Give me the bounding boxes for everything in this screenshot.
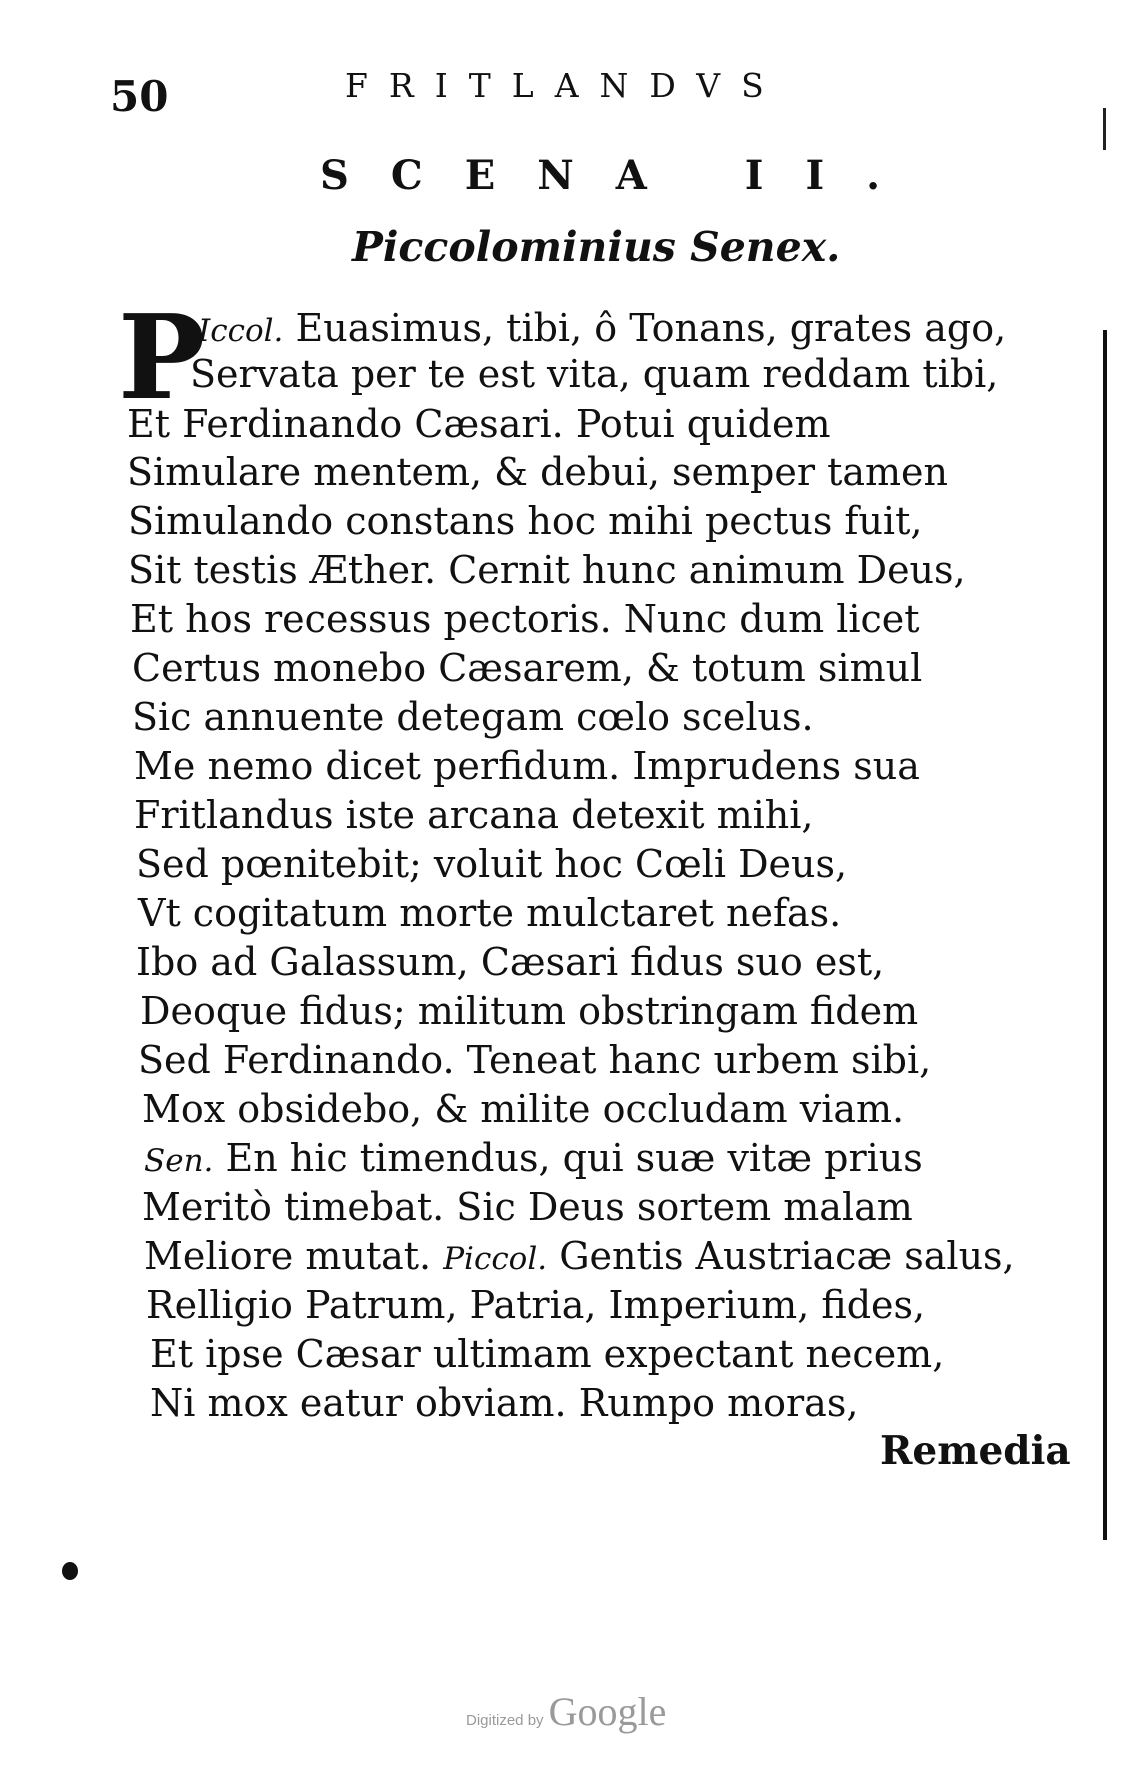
page-number: 50 (110, 72, 169, 121)
ink-dot (62, 1562, 78, 1580)
drop-cap: P (118, 290, 206, 426)
verse-line: Deoque fidus; militum obstringam fidem (140, 989, 919, 1033)
verse-line: Meritò timebat. Sic Deus sortem malam (142, 1185, 913, 1229)
verse-line: Sic annuente detegam cœlo scelus. (132, 695, 814, 739)
verse-line: Et ipse Cæsar ultimam expectant necem, (150, 1332, 945, 1376)
margin-rule (1103, 330, 1107, 1540)
speakers-heading: Piccolominius Senex. (352, 223, 841, 271)
speaker-label: Sen. (144, 1143, 214, 1179)
verse-line: Relligio Patrum, Patria, Imperium, fides, (146, 1283, 926, 1327)
verse-line: Mox obsidebo, & milite occludam viam. (142, 1087, 905, 1131)
verse-line: Iccol. Euasimus, tibi, ô Tonans, grates ago, (198, 306, 1007, 350)
watermark-small: Digitized by (466, 1712, 544, 1729)
verse-line: Me nemo dicet perfidum. Imprudens sua (134, 744, 920, 788)
verse-line: Simulando constans hoc mihi pectus fuit, (128, 499, 923, 543)
speaker-label: Iccol. (198, 313, 284, 349)
verse-line: Servata per te est vita, quam reddam tibi, (190, 352, 999, 396)
catchword: Remedia (880, 1428, 1071, 1474)
verse-line: Meliore mutat. Piccol. Gentis Austriacæ salus, (144, 1234, 1015, 1278)
verse-line: Sed pœnitebit; voluit hoc Cœli Deus, (136, 842, 848, 886)
verse-line: Et Ferdinando Cæsari. Potui quidem (127, 402, 831, 446)
verse-line: Ibo ad Galassum, Cæsari fidus suo est, (136, 940, 885, 984)
verse-line: Ni mox eatur obviam. Rumpo moras, (150, 1381, 859, 1425)
verse-line: Sen. En hic timendus, qui suæ vitæ prius (144, 1136, 923, 1180)
verse-line: Fritlandus iste arcana detexit mihi, (134, 793, 814, 837)
margin-mark-top (1103, 108, 1106, 150)
watermark (466, 1688, 666, 1735)
verse-line: Simulare mentem, & debui, semper tamen (127, 450, 949, 494)
verse-line: Sed Ferdinando. Teneat hanc urbem sibi, (138, 1038, 932, 1082)
verse-line: Vt cogitatum morte mulctaret nefas. (138, 891, 842, 935)
running-head: FRITLANDVS (345, 66, 785, 105)
speaker-label: Piccol. (443, 1241, 548, 1277)
verse-line: Et hos recessus pectoris. Nunc dum licet (130, 597, 920, 641)
verse-line: Sit testis Æther. Cernit hunc animum Deus, (128, 548, 966, 592)
verse-line: Certus monebo Cæsarem, & totum simul (132, 646, 923, 690)
scene-title: SCENA II. (320, 152, 923, 199)
watermark-logo: Google (548, 1689, 667, 1734)
